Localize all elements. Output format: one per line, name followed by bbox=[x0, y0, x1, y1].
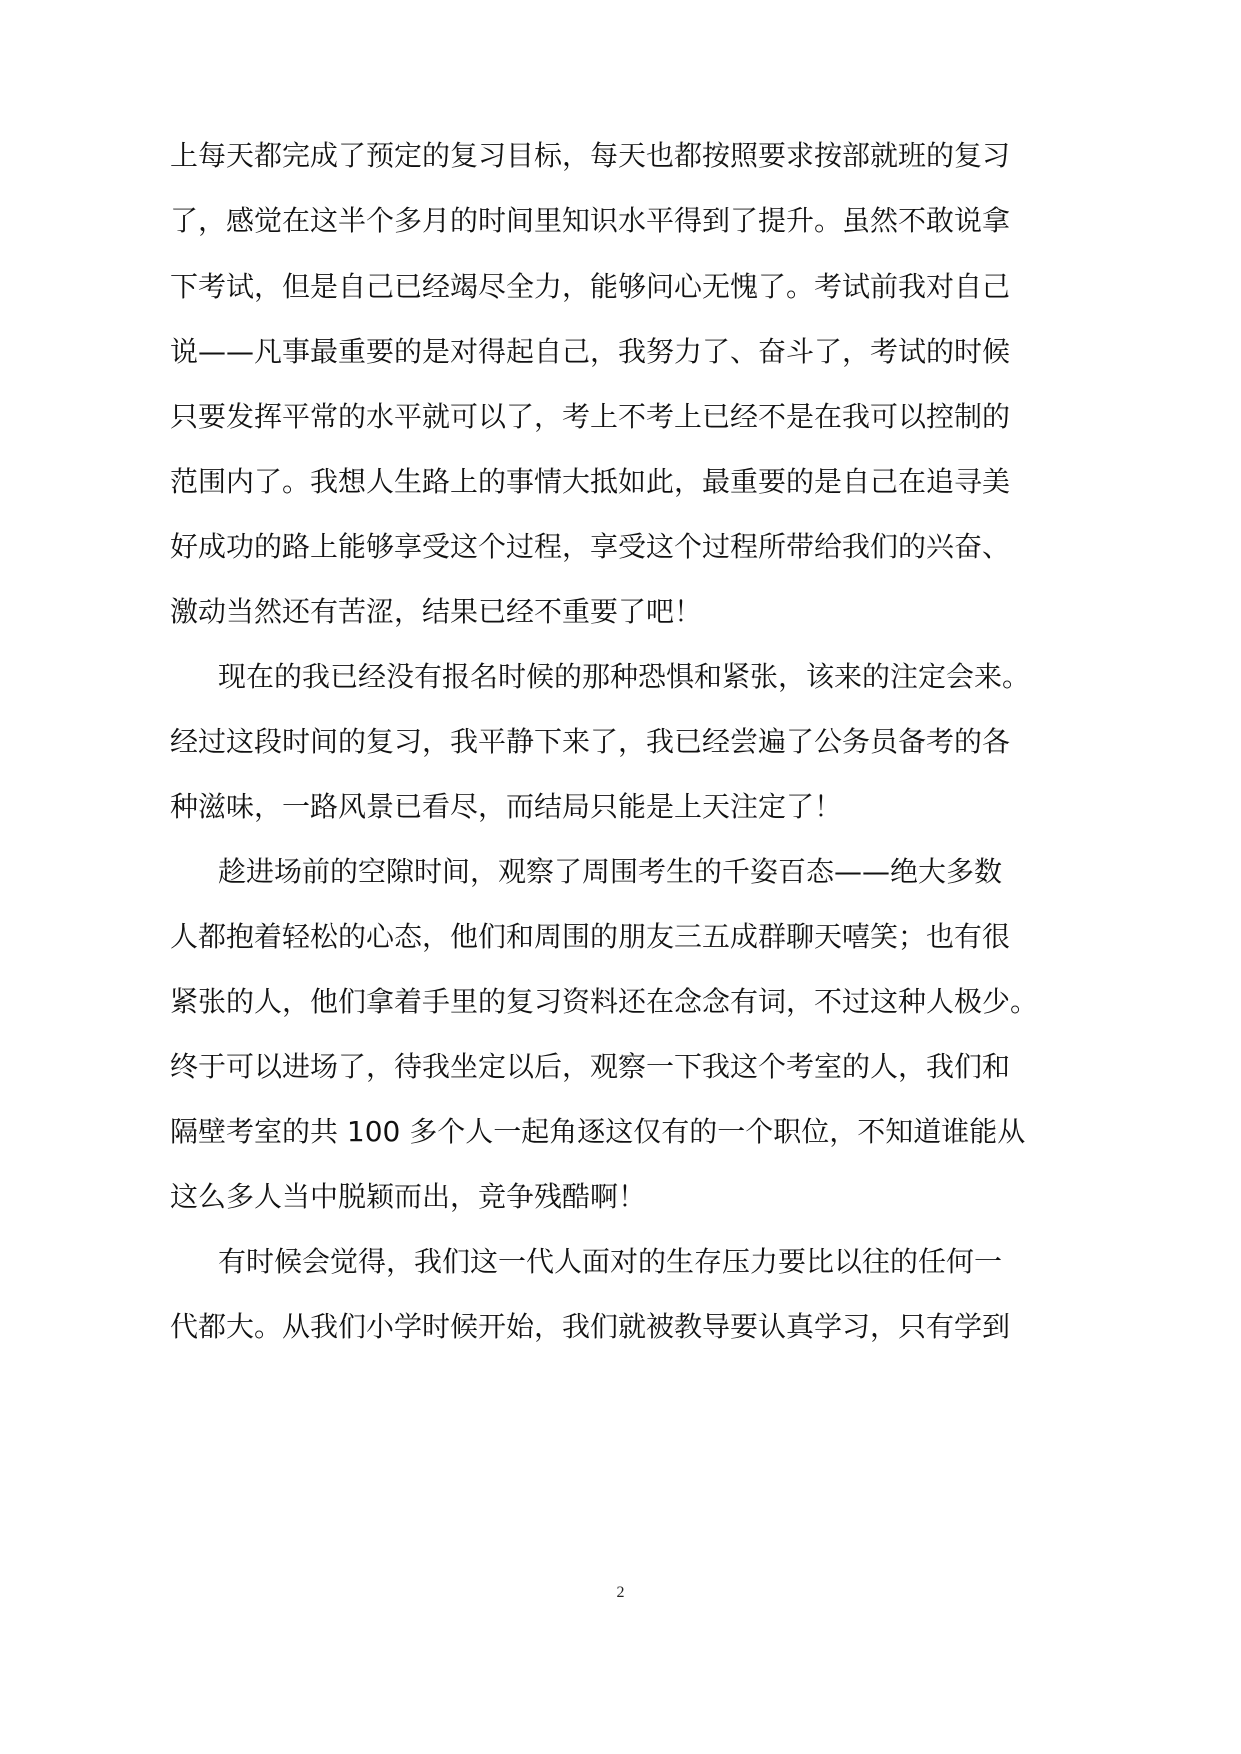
text-line: 说——凡事最重要的是对得起自己，我努力了、奋斗了，考试的时候 bbox=[170, 335, 1011, 368]
paragraph-start-line: 趁进场前的空隙时间，观察了周围考生的千姿百态——绝大多数 bbox=[218, 855, 1003, 888]
text-line: 上每天都完成了预定的复习目标，每天也都按照要求按部就班的复习 bbox=[170, 139, 1011, 172]
text-line: 这么多人当中脱颖而出，竞争残酷啊！ bbox=[170, 1180, 647, 1213]
text-line: 代都大。从我们小学时候开始，我们就被教导要认真学习，只有学到 bbox=[170, 1310, 1011, 1343]
text-line: 范围内了。我想人生路上的事情大抵如此，最重要的是自己在追寻美 bbox=[170, 465, 1011, 498]
text-line: 激动当然还有苦涩，结果已经不重要了吧！ bbox=[170, 595, 703, 628]
text-line: 了，感觉在这半个多月的时间里知识水平得到了提升。虽然不敢说拿 bbox=[170, 204, 1011, 237]
text-line: 下考试，但是自己已经竭尽全力，能够问心无愧了。考试前我对自己 bbox=[170, 270, 1011, 303]
text-line: 人都抱着轻松的心态，他们和周围的朋友三五成群聊天嘻笑；也有很 bbox=[170, 920, 1011, 953]
paragraph-start-line: 有时候会觉得，我们这一代人面对的生存压力要比以往的任何一 bbox=[218, 1245, 1003, 1278]
paragraph-start-line: 现在的我已经没有报名时候的那种恐惧和紧张，该来的注定会来。 bbox=[218, 660, 1031, 693]
text-line: 只要发挥平常的水平就可以了，考上不考上已经不是在我可以控制的 bbox=[170, 400, 1011, 433]
text-line: 隔壁考室的共 100 多个人一起角逐这仅有的一个职位，不知道谁能从 bbox=[170, 1115, 1026, 1148]
text-line: 好成功的路上能够享受这个过程，享受这个过程所带给我们的兴奋、 bbox=[170, 530, 1011, 563]
text-line: 种滋味，一路风景已看尽，而结局只能是上天注定了！ bbox=[170, 790, 843, 823]
text-line: 终于可以进场了，待我坐定以后，观察一下我这个考室的人，我们和 bbox=[170, 1050, 1011, 1083]
text-line: 经过这段时间的复习，我平静下来了，我已经尝遍了公务员备考的各 bbox=[170, 725, 1011, 758]
page-number: 2 bbox=[616, 1584, 625, 1601]
text-line: 紧张的人，他们拿着手里的复习资料还在念念有词，不过这种人极少。 bbox=[170, 985, 1039, 1018]
